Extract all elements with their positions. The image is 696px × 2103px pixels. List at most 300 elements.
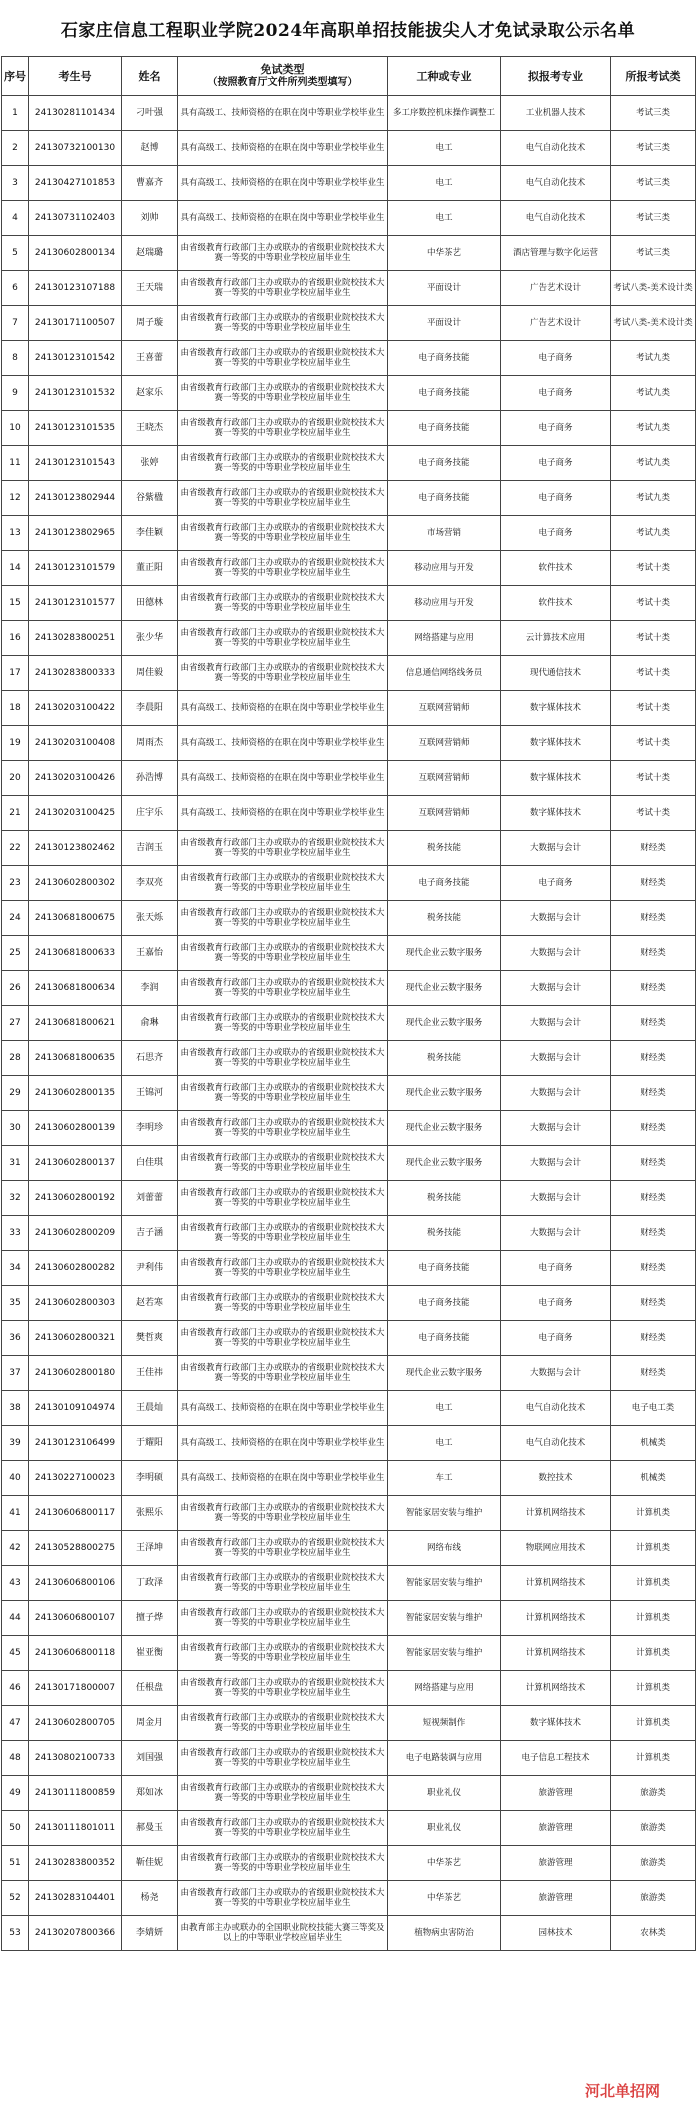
cell-category: 财经类 (611, 901, 696, 936)
cell-name: 赵若寒 (122, 1286, 178, 1321)
cell-major: 大数据与会计 (501, 1146, 611, 1181)
table-row (2, 201, 696, 236)
cell-name: 李明硕 (122, 1461, 178, 1496)
table-row (2, 1216, 696, 1251)
cell-category: 考试三类 (611, 236, 696, 271)
cell-exempt-type: 由省级教育行政部门主办或联办的省级职业院校技术大赛一等奖的中等职业学校应届毕业生 (178, 1216, 388, 1251)
table-row (2, 1391, 696, 1426)
cell-category: 考试十类 (611, 796, 696, 831)
cell-seq: 7 (2, 306, 29, 341)
cell-category: 旅游类 (611, 1846, 696, 1881)
cell-category: 财经类 (611, 1111, 696, 1146)
cell-trade: 现代企业云数字服务 (388, 1356, 501, 1391)
cell-exempt-type: 由省级教育行政部门主办或联办的省级职业院校技术大赛一等奖的中等职业学校应届毕业生 (178, 1006, 388, 1041)
cell-trade: 移动应用与开发 (388, 551, 501, 586)
cell-major: 旅游管理 (501, 1776, 611, 1811)
table-row (2, 376, 696, 411)
cell-major: 计算机网络技术 (501, 1601, 611, 1636)
header-exempt-type (178, 57, 388, 96)
cell-seq: 21 (2, 796, 29, 831)
cell-name: 王晓杰 (122, 411, 178, 446)
cell-seq: 2 (2, 131, 29, 166)
cell-category: 计算机类 (611, 1706, 696, 1741)
cell-major: 电气自动化技术 (501, 131, 611, 166)
table-row (2, 1846, 696, 1881)
cell-exam-no: 24130602800139 (29, 1111, 122, 1146)
cell-name: 吉子涵 (122, 1216, 178, 1251)
cell-exam-no: 24130111801011 (29, 1811, 122, 1846)
page-title: 石家庄信息工程职业学院2024年高职单招技能拔尖人才免试录取公示名单 (60, 20, 636, 41)
cell-name: 赵博 (122, 131, 178, 166)
cell-category: 财经类 (611, 1006, 696, 1041)
cell-exempt-type: 由省级教育行政部门主办或联办的省级职业院校技术大赛一等奖的中等职业学校应届毕业生 (178, 1601, 388, 1636)
cell-exempt-type: 由省级教育行政部门主办或联办的省级职业院校技术大赛一等奖的中等职业学校应届毕业生 (178, 1671, 388, 1706)
cell-name: 杨尧 (122, 1881, 178, 1916)
cell-name: 王佳祎 (122, 1356, 178, 1391)
cell-name: 周子璇 (122, 306, 178, 341)
cell-exempt-type: 由省级教育行政部门主办或联办的省级职业院校技术大赛一等奖的中等职业学校应届毕业生 (178, 1706, 388, 1741)
cell-trade: 电子商务技能 (388, 1321, 501, 1356)
cell-exam-no: 24130123101532 (29, 376, 122, 411)
cell-exam-no: 24130171800007 (29, 1671, 122, 1706)
cell-seq: 38 (2, 1391, 29, 1426)
cell-major: 电子商务 (501, 376, 611, 411)
cell-exam-no: 24130123106499 (29, 1426, 122, 1461)
table-row (2, 1706, 696, 1741)
cell-seq: 30 (2, 1111, 29, 1146)
cell-major: 大数据与会计 (501, 1041, 611, 1076)
cell-exempt-type: 由省级教育行政部门主办或联办的省级职业院校技术大赛一等奖的中等职业学校应届毕业生 (178, 1881, 388, 1916)
cell-trade: 短视频制作 (388, 1706, 501, 1741)
cell-major: 电气自动化技术 (501, 1391, 611, 1426)
table-row (2, 901, 696, 936)
cell-name: 赵瑞璐 (122, 236, 178, 271)
cell-exempt-type: 由省级教育行政部门主办或联办的省级职业院校技术大赛一等奖的中等职业学校应届毕业生 (178, 1846, 388, 1881)
cell-name: 张熙乐 (122, 1496, 178, 1531)
cell-major: 大数据与会计 (501, 831, 611, 866)
cell-major: 电子商务 (501, 341, 611, 376)
cell-major: 大数据与会计 (501, 936, 611, 971)
cell-exam-no: 24130109104974 (29, 1391, 122, 1426)
cell-exam-no: 24130203100425 (29, 796, 122, 831)
cell-trade: 现代企业云数字服务 (388, 1111, 501, 1146)
cell-trade: 平面设计 (388, 271, 501, 306)
cell-major: 旅游管理 (501, 1881, 611, 1916)
cell-major: 软件技术 (501, 551, 611, 586)
table-row (2, 1321, 696, 1356)
table-row (2, 96, 696, 131)
cell-seq: 6 (2, 271, 29, 306)
cell-seq: 1 (2, 96, 29, 131)
cell-exam-no: 24130602800134 (29, 236, 122, 271)
cell-name: 樊哲爽 (122, 1321, 178, 1356)
cell-name: 周雨杰 (122, 726, 178, 761)
cell-trade: 现代企业云数字服务 (388, 1076, 501, 1111)
cell-exam-no: 24130123107188 (29, 271, 122, 306)
cell-category: 考试十类 (611, 656, 696, 691)
cell-seq: 49 (2, 1776, 29, 1811)
cell-category: 考试十类 (611, 761, 696, 796)
cell-category: 计算机类 (611, 1671, 696, 1706)
header-category: 所报考试类 (611, 57, 696, 96)
cell-major: 园林技术 (501, 1916, 611, 1951)
cell-trade: 电子商务技能 (388, 411, 501, 446)
cell-exam-no: 24130802100733 (29, 1741, 122, 1776)
cell-major: 酒店管理与数字化运营 (501, 236, 611, 271)
cell-exempt-type: 具有高级工、技师资格的在职在岗中等职业学校毕业生 (178, 201, 388, 236)
cell-seq: 8 (2, 341, 29, 376)
cell-seq: 37 (2, 1356, 29, 1391)
cell-trade: 电子商务技能 (388, 1286, 501, 1321)
table-row (2, 446, 696, 481)
table-header-row (2, 57, 696, 96)
cell-major: 电子商务 (501, 866, 611, 901)
cell-seq: 34 (2, 1251, 29, 1286)
cell-seq: 12 (2, 481, 29, 516)
table-row (2, 1881, 696, 1916)
cell-name: 李润 (122, 971, 178, 1006)
cell-trade: 电工 (388, 201, 501, 236)
cell-trade: 互联网营销师 (388, 726, 501, 761)
cell-name: 李晨阳 (122, 691, 178, 726)
cell-category: 考试三类 (611, 96, 696, 131)
cell-seq: 40 (2, 1461, 29, 1496)
cell-category: 考试八类-美术设计类 (611, 306, 696, 341)
cell-category: 考试三类 (611, 166, 696, 201)
cell-exam-no: 24130283800352 (29, 1846, 122, 1881)
cell-exam-no: 24130528800275 (29, 1531, 122, 1566)
header-exempt-type-label: 免试类型 (260, 63, 305, 76)
cell-seq: 47 (2, 1706, 29, 1741)
cell-seq: 22 (2, 831, 29, 866)
cell-exam-no: 24130602800180 (29, 1356, 122, 1391)
table-row (2, 1286, 696, 1321)
cell-exam-no: 24130732100130 (29, 131, 122, 166)
cell-exempt-type: 由省级教育行政部门主办或联办的省级职业院校技术大赛一等奖的中等职业学校应届毕业生 (178, 376, 388, 411)
watermark-text: 河北单招网 (585, 2082, 661, 2100)
cell-trade: 电子商务技能 (388, 341, 501, 376)
cell-category: 财经类 (611, 1146, 696, 1181)
cell-seq: 50 (2, 1811, 29, 1846)
cell-seq: 35 (2, 1286, 29, 1321)
cell-exempt-type: 由省级教育行政部门主办或联办的省级职业院校技术大赛一等奖的中等职业学校应届毕业生 (178, 1566, 388, 1601)
cell-exam-no: 24130281101434 (29, 96, 122, 131)
cell-seq: 27 (2, 1006, 29, 1041)
cell-exam-no: 24130123101543 (29, 446, 122, 481)
cell-seq: 31 (2, 1146, 29, 1181)
cell-exempt-type: 具有高级工、技师资格的在职在岗中等职业学校毕业生 (178, 1461, 388, 1496)
cell-name: 石思齐 (122, 1041, 178, 1076)
cell-name: 王嘉怡 (122, 936, 178, 971)
cell-name: 刘国强 (122, 1741, 178, 1776)
header-major: 拟报考专业 (501, 57, 611, 96)
cell-exam-no: 24130203100422 (29, 691, 122, 726)
cell-exempt-type: 由省级教育行政部门主办或联办的省级职业院校技术大赛一等奖的中等职业学校应届毕业生 (178, 1496, 388, 1531)
table-row (2, 866, 696, 901)
cell-exempt-type: 由教育部主办或联办的全国职业院校技能大赛三等奖及以上的中等职业学校应届毕业生 (178, 1916, 388, 1951)
cell-trade: 中华茶艺 (388, 1846, 501, 1881)
cell-trade: 现代企业云数字服务 (388, 936, 501, 971)
cell-major: 计算机网络技术 (501, 1496, 611, 1531)
cell-exempt-type: 具有高级工、技师资格的在职在岗中等职业学校毕业生 (178, 691, 388, 726)
cell-major: 数字媒体技术 (501, 726, 611, 761)
cell-exam-no: 24130602800135 (29, 1076, 122, 1111)
cell-exempt-type: 由省级教育行政部门主办或联办的省级职业院校技术大赛一等奖的中等职业学校应届毕业生 (178, 1181, 388, 1216)
cell-major: 大数据与会计 (501, 1111, 611, 1146)
table-row (2, 1076, 696, 1111)
cell-trade: 税务技能 (388, 901, 501, 936)
table-row (2, 1916, 696, 1951)
table-row (2, 656, 696, 691)
cell-name: 崔亚衡 (122, 1636, 178, 1671)
header-exam-no: 考生号 (29, 57, 122, 96)
cell-name: 刘帅 (122, 201, 178, 236)
cell-category: 考试九类 (611, 376, 696, 411)
cell-exempt-type: 由省级教育行政部门主办或联办的省级职业院校技术大赛一等奖的中等职业学校应届毕业生 (178, 551, 388, 586)
table-row (2, 1671, 696, 1706)
cell-trade: 电子商务技能 (388, 446, 501, 481)
cell-major: 物联网应用技术 (501, 1531, 611, 1566)
cell-name: 庄宇乐 (122, 796, 178, 831)
cell-trade: 电子商务技能 (388, 1251, 501, 1286)
cell-major: 电子商务 (501, 481, 611, 516)
cell-seq: 28 (2, 1041, 29, 1076)
cell-name: 靳佳妮 (122, 1846, 178, 1881)
header-exempt-type-note: （按照教育厅文件所列类型填写） (207, 77, 358, 88)
cell-seq: 43 (2, 1566, 29, 1601)
cell-exam-no: 24130681800633 (29, 936, 122, 971)
cell-exempt-type: 由省级教育行政部门主办或联办的省级职业院校技术大赛一等奖的中等职业学校应届毕业生 (178, 901, 388, 936)
table-row (2, 796, 696, 831)
cell-major: 计算机网络技术 (501, 1671, 611, 1706)
cell-category: 计算机类 (611, 1636, 696, 1671)
table-row (2, 1531, 696, 1566)
cell-exempt-type: 由省级教育行政部门主办或联办的省级职业院校技术大赛一等奖的中等职业学校应届毕业生 (178, 866, 388, 901)
cell-exempt-type: 由省级教育行政部门主办或联办的省级职业院校技术大赛一等奖的中等职业学校应届毕业生 (178, 236, 388, 271)
cell-trade: 税务技能 (388, 1041, 501, 1076)
table-row (2, 831, 696, 866)
cell-name: 李明珍 (122, 1111, 178, 1146)
cell-trade: 职业礼仪 (388, 1811, 501, 1846)
cell-exempt-type: 由省级教育行政部门主办或联办的省级职业院校技术大赛一等奖的中等职业学校应届毕业生 (178, 1111, 388, 1146)
cell-major: 电子商务 (501, 1251, 611, 1286)
cell-major: 大数据与会计 (501, 1076, 611, 1111)
cell-exempt-type: 具有高级工、技师资格的在职在岗中等职业学校毕业生 (178, 166, 388, 201)
cell-category: 计算机类 (611, 1531, 696, 1566)
cell-name: 郑如冰 (122, 1776, 178, 1811)
cell-category: 财经类 (611, 1216, 696, 1251)
cell-trade: 电工 (388, 1426, 501, 1461)
cell-trade: 车工 (388, 1461, 501, 1496)
cell-category: 考试十类 (611, 691, 696, 726)
table-row (2, 131, 696, 166)
cell-name: 尹利伟 (122, 1251, 178, 1286)
cell-seq: 10 (2, 411, 29, 446)
cell-trade: 电子电路装调与应用 (388, 1741, 501, 1776)
cell-category: 计算机类 (611, 1566, 696, 1601)
cell-exempt-type: 由省级教育行政部门主办或联办的省级职业院校技术大赛一等奖的中等职业学校应届毕业生 (178, 341, 388, 376)
cell-major: 广告艺术设计 (501, 306, 611, 341)
cell-major: 数字媒体技术 (501, 761, 611, 796)
cell-major: 计算机网络技术 (501, 1636, 611, 1671)
cell-major: 数字媒体技术 (501, 796, 611, 831)
cell-category: 考试九类 (611, 341, 696, 376)
cell-exam-no: 24130123802965 (29, 516, 122, 551)
cell-name: 王天瑞 (122, 271, 178, 306)
cell-category: 考试九类 (611, 481, 696, 516)
cell-major: 大数据与会计 (501, 901, 611, 936)
cell-category: 财经类 (611, 936, 696, 971)
cell-exam-no: 24130681800621 (29, 1006, 122, 1041)
cell-exempt-type: 由省级教育行政部门主办或联办的省级职业院校技术大赛一等奖的中等职业学校应届毕业生 (178, 1356, 388, 1391)
cell-major: 电气自动化技术 (501, 166, 611, 201)
cell-exam-no: 24130283104401 (29, 1881, 122, 1916)
cell-seq: 25 (2, 936, 29, 971)
cell-major: 大数据与会计 (501, 1216, 611, 1251)
cell-seq: 29 (2, 1076, 29, 1111)
table-row (2, 1461, 696, 1496)
cell-category: 财经类 (611, 1356, 696, 1391)
cell-major: 数控技术 (501, 1461, 611, 1496)
cell-category: 考试十类 (611, 621, 696, 656)
cell-trade: 植物病虫害防治 (388, 1916, 501, 1951)
cell-trade: 电子商务技能 (388, 376, 501, 411)
cell-name: 李婧妍 (122, 1916, 178, 1951)
cell-trade: 税务技能 (388, 1181, 501, 1216)
cell-trade: 现代企业云数字服务 (388, 1006, 501, 1041)
table-row (2, 1496, 696, 1531)
cell-seq: 36 (2, 1321, 29, 1356)
cell-exempt-type: 由省级教育行政部门主办或联办的省级职业院校技术大赛一等奖的中等职业学校应届毕业生 (178, 1286, 388, 1321)
cell-seq: 23 (2, 866, 29, 901)
header-name: 姓名 (122, 57, 178, 96)
cell-exempt-type: 具有高级工、技师资格的在职在岗中等职业学校毕业生 (178, 131, 388, 166)
cell-seq: 13 (2, 516, 29, 551)
cell-exam-no: 24130203100426 (29, 761, 122, 796)
cell-exempt-type: 具有高级工、技师资格的在职在岗中等职业学校毕业生 (178, 1426, 388, 1461)
cell-trade: 电工 (388, 166, 501, 201)
cell-name: 王晨灿 (122, 1391, 178, 1426)
cell-exempt-type: 由省级教育行政部门主办或联办的省级职业院校技术大赛一等奖的中等职业学校应届毕业生 (178, 621, 388, 656)
cell-name: 刘蕾蕾 (122, 1181, 178, 1216)
table-row (2, 1601, 696, 1636)
cell-trade: 智能家居安装与维护 (388, 1496, 501, 1531)
cell-exempt-type: 由省级教育行政部门主办或联办的省级职业院校技术大赛一等奖的中等职业学校应届毕业生 (178, 446, 388, 481)
cell-exam-no: 24130283800251 (29, 621, 122, 656)
table-row (2, 271, 696, 306)
table-row (2, 621, 696, 656)
cell-trade: 多工序数控机床操作调整工 (388, 96, 501, 131)
cell-exempt-type: 由省级教育行政部门主办或联办的省级职业院校技术大赛一等奖的中等职业学校应届毕业生 (178, 1741, 388, 1776)
cell-trade: 中华茶艺 (388, 236, 501, 271)
cell-seq: 41 (2, 1496, 29, 1531)
cell-exempt-type: 由省级教育行政部门主办或联办的省级职业院校技术大赛一等奖的中等职业学校应届毕业生 (178, 1041, 388, 1076)
cell-exam-no: 24130606800106 (29, 1566, 122, 1601)
cell-major: 电气自动化技术 (501, 201, 611, 236)
cell-category: 计算机类 (611, 1741, 696, 1776)
cell-exam-no: 24130602800192 (29, 1181, 122, 1216)
cell-exempt-type: 由省级教育行政部门主办或联办的省级职业院校技术大赛一等奖的中等职业学校应届毕业生 (178, 656, 388, 691)
cell-exam-no: 24130123802462 (29, 831, 122, 866)
cell-seq: 51 (2, 1846, 29, 1881)
header-seq: 序号 (2, 57, 29, 96)
cell-seq: 42 (2, 1531, 29, 1566)
cell-seq: 19 (2, 726, 29, 761)
cell-name: 郝曼玉 (122, 1811, 178, 1846)
cell-category: 财经类 (611, 1321, 696, 1356)
cell-seq: 18 (2, 691, 29, 726)
cell-exempt-type: 由省级教育行政部门主办或联办的省级职业院校技术大赛一等奖的中等职业学校应届毕业生 (178, 971, 388, 1006)
cell-exempt-type: 由省级教育行政部门主办或联办的省级职业院校技术大赛一等奖的中等职业学校应届毕业生 (178, 1811, 388, 1846)
cell-exam-no: 24130203100408 (29, 726, 122, 761)
cell-exam-no: 24130602800137 (29, 1146, 122, 1181)
cell-name: 曹嘉齐 (122, 166, 178, 201)
table-row (2, 1356, 696, 1391)
cell-category: 旅游类 (611, 1881, 696, 1916)
cell-name: 周金月 (122, 1706, 178, 1741)
cell-seq: 4 (2, 201, 29, 236)
cell-exam-no: 24130606800117 (29, 1496, 122, 1531)
table-row (2, 726, 696, 761)
cell-category: 考试九类 (611, 411, 696, 446)
cell-exempt-type: 由省级教育行政部门主办或联办的省级职业院校技术大赛一等奖的中等职业学校应届毕业生 (178, 306, 388, 341)
cell-name: 任根盘 (122, 1671, 178, 1706)
cell-exempt-type: 具有高级工、技师资格的在职在岗中等职业学校毕业生 (178, 96, 388, 131)
cell-seq: 11 (2, 446, 29, 481)
cell-name: 王喜蕾 (122, 341, 178, 376)
cell-seq: 15 (2, 586, 29, 621)
cell-exempt-type: 由省级教育行政部门主办或联办的省级职业院校技术大赛一等奖的中等职业学校应届毕业生 (178, 1321, 388, 1356)
cell-seq: 45 (2, 1636, 29, 1671)
cell-seq: 3 (2, 166, 29, 201)
cell-seq: 46 (2, 1671, 29, 1706)
cell-category: 计算机类 (611, 1601, 696, 1636)
table-row (2, 236, 696, 271)
table-row (2, 166, 696, 201)
cell-category: 计算机类 (611, 1496, 696, 1531)
cell-seq: 20 (2, 761, 29, 796)
cell-trade: 电工 (388, 131, 501, 166)
cell-seq: 44 (2, 1601, 29, 1636)
cell-exempt-type: 具有高级工、技师资格的在职在岗中等职业学校毕业生 (178, 1391, 388, 1426)
cell-name: 田德林 (122, 586, 178, 621)
table-row (2, 481, 696, 516)
cell-exam-no: 24130606800118 (29, 1636, 122, 1671)
table-row (2, 971, 696, 1006)
cell-category: 财经类 (611, 1181, 696, 1216)
cell-major: 大数据与会计 (501, 1356, 611, 1391)
cell-major: 数字媒体技术 (501, 1706, 611, 1741)
cell-trade: 互联网营销师 (388, 761, 501, 796)
table-row (2, 1111, 696, 1146)
cell-exempt-type: 由省级教育行政部门主办或联办的省级职业院校技术大赛一等奖的中等职业学校应届毕业生 (178, 1531, 388, 1566)
cell-category: 考试九类 (611, 516, 696, 551)
cell-trade: 市场营销 (388, 516, 501, 551)
cell-category: 考试十类 (611, 726, 696, 761)
cell-major: 电气自动化技术 (501, 1426, 611, 1461)
cell-exam-no: 24130681800635 (29, 1041, 122, 1076)
table-row (2, 936, 696, 971)
cell-name: 张天烁 (122, 901, 178, 936)
cell-seq: 17 (2, 656, 29, 691)
cell-exempt-type: 由省级教育行政部门主办或联办的省级职业院校技术大赛一等奖的中等职业学校应届毕业生 (178, 936, 388, 971)
cell-trade: 移动应用与开发 (388, 586, 501, 621)
admission-list-table (1, 56, 696, 1951)
cell-trade: 平面设计 (388, 306, 501, 341)
cell-major: 软件技术 (501, 586, 611, 621)
cell-trade: 网络搭建与应用 (388, 1671, 501, 1706)
cell-major: 现代通信技术 (501, 656, 611, 691)
